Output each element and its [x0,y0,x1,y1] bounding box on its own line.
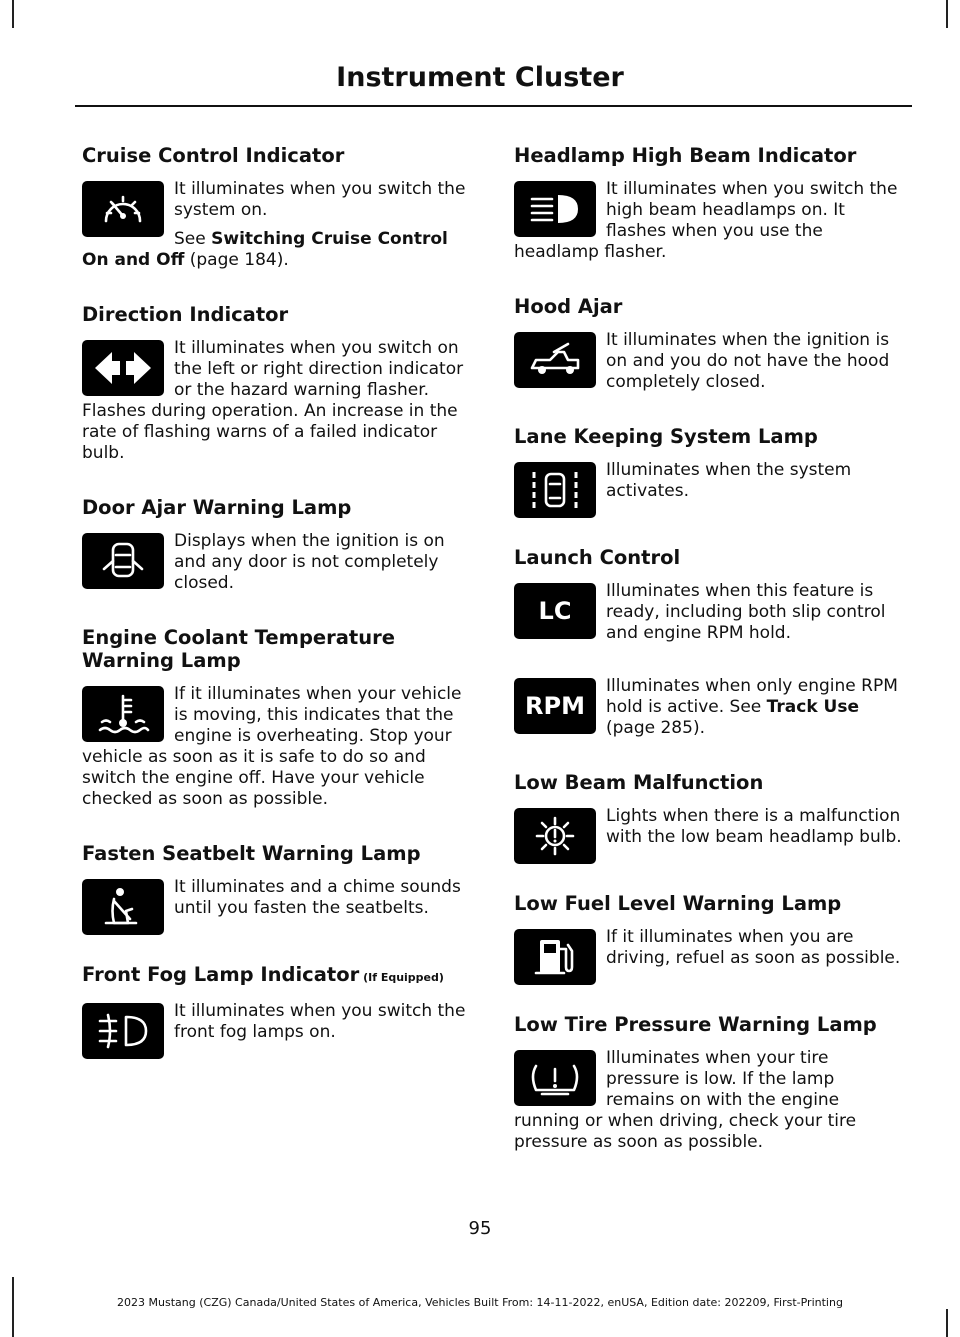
section-body: It illuminates when you switch the system on. [174,179,466,220]
indicator-section [514,546,906,652]
low-beam-malfunction-icon [514,808,596,864]
indicator-section [514,144,906,271]
indicator-section [514,771,906,868]
page-title: Instrument Cluster [336,62,624,93]
indicator-section [82,626,474,818]
section-heading: Headlamp High Beam Indicator [514,144,857,167]
indicator-section [82,144,474,279]
section-body: If it illuminates when your vehicle is moving, this indicates that the engine is overheating. Stop your vehicle as soon as it is safe to do so and switch the engine off. Have your vehicle checked as soon as possible. [82,684,462,809]
icon-label: LC [538,597,572,625]
cross-reference-link[interactable]: Track Use [766,697,860,717]
indicator-section [514,295,906,401]
seatbelt-icon [82,879,164,935]
page-number: 95 [468,1218,492,1239]
section-heading: Low Fuel Level Warning Lamp [514,892,842,915]
front-fog-lamp-icon [82,1003,164,1059]
indicator-section [82,963,474,1063]
section-heading: Direction Indicator [82,303,289,326]
equipped-note: (If Equipped) [359,971,444,984]
section-body: See Switching Cruise Control On and Off (page 184). [82,229,448,270]
section-body: It illuminates when you switch the front fog lamps on. [174,1001,466,1042]
icon-label: RPM [525,692,585,720]
section-body: Illuminates when your tire pressure is low. If the lamp remains on with the engine running or when driving, check your tire pressure as soon as possible. [514,1048,857,1152]
section-body: Displays when the ignition is on and any door is not completely closed. [174,531,445,593]
section-body: It illuminates when you switch the high beam headlamps on. It flashes when you use the headlamp flasher. [514,179,898,262]
rpm-icon [514,678,596,734]
direction-arrows-icon [82,340,164,396]
indicator-section [82,842,474,939]
section-heading: Engine Coolant Temperature Warning Lamp [82,626,395,672]
left-column [82,144,474,1087]
section-heading: Hood Ajar [514,295,623,318]
header-rule [75,105,912,107]
lane-keeping-icon [514,462,596,518]
section-heading: Launch Control [514,546,681,569]
high-beam-icon [514,181,596,237]
launch-control-icon [514,583,596,639]
section-heading: Lane Keeping System Lamp [514,425,818,448]
indicator-section [514,676,906,747]
indicator-section [82,496,474,602]
section-body: It illuminates and a chime sounds until you fasten the seatbelts. [174,877,461,918]
indicator-section [514,1013,906,1161]
section-body: It illuminates when the ignition is on and you do not have the hood completely closed. [606,330,890,392]
footer-text: 2023 Mustang (CZG) Canada/United States of America, Vehicles Built From: 14-11-2022, enUSA, Edition date: 202209, First-Printing [117,1296,843,1309]
coolant-temperature-icon [82,686,164,742]
cross-reference-link[interactable]: Switching Cruise Control On and Off [82,229,448,270]
section-heading: Low Beam Malfunction [514,771,764,794]
indicator-section [514,425,906,522]
indicator-section [82,303,474,472]
section-heading: Low Tire Pressure Warning Lamp [514,1013,877,1036]
section-heading: Door Ajar Warning Lamp [82,496,352,519]
right-column [514,144,906,1185]
hood-ajar-icon [514,332,596,388]
crop-mark [12,0,14,28]
tire-pressure-icon [514,1050,596,1106]
section-heading: Front Fog Lamp Indicator (If Equipped) [82,963,444,986]
section-body: Lights when there is a malfunction with the low beam headlamp bulb. [606,806,902,847]
section-body: Illuminates when only engine RPM hold is active. See Track Use (page 285). [606,676,898,738]
fuel-pump-icon [514,929,596,985]
section-body: It illuminates when you switch on the left or right direction indicator or the hazard warning flasher. Flashes during operation. An increase in the rate of flashing warns of a failed indicator bulb. [82,338,464,463]
door-ajar-icon [82,533,164,589]
crop-mark [946,1309,948,1337]
section-body: Illuminates when this feature is ready, including both slip control and engine RPM hold. [606,581,886,643]
section-body: Illuminates when the system activates. [606,460,852,501]
cruise-control-icon [82,181,164,237]
crop-mark [946,0,948,28]
indicator-section [514,892,906,989]
section-body: If it illuminates when you are driving, refuel as soon as possible. [606,927,901,968]
section-heading: Cruise Control Indicator [82,144,345,167]
section-heading: Fasten Seatbelt Warning Lamp [82,842,421,865]
